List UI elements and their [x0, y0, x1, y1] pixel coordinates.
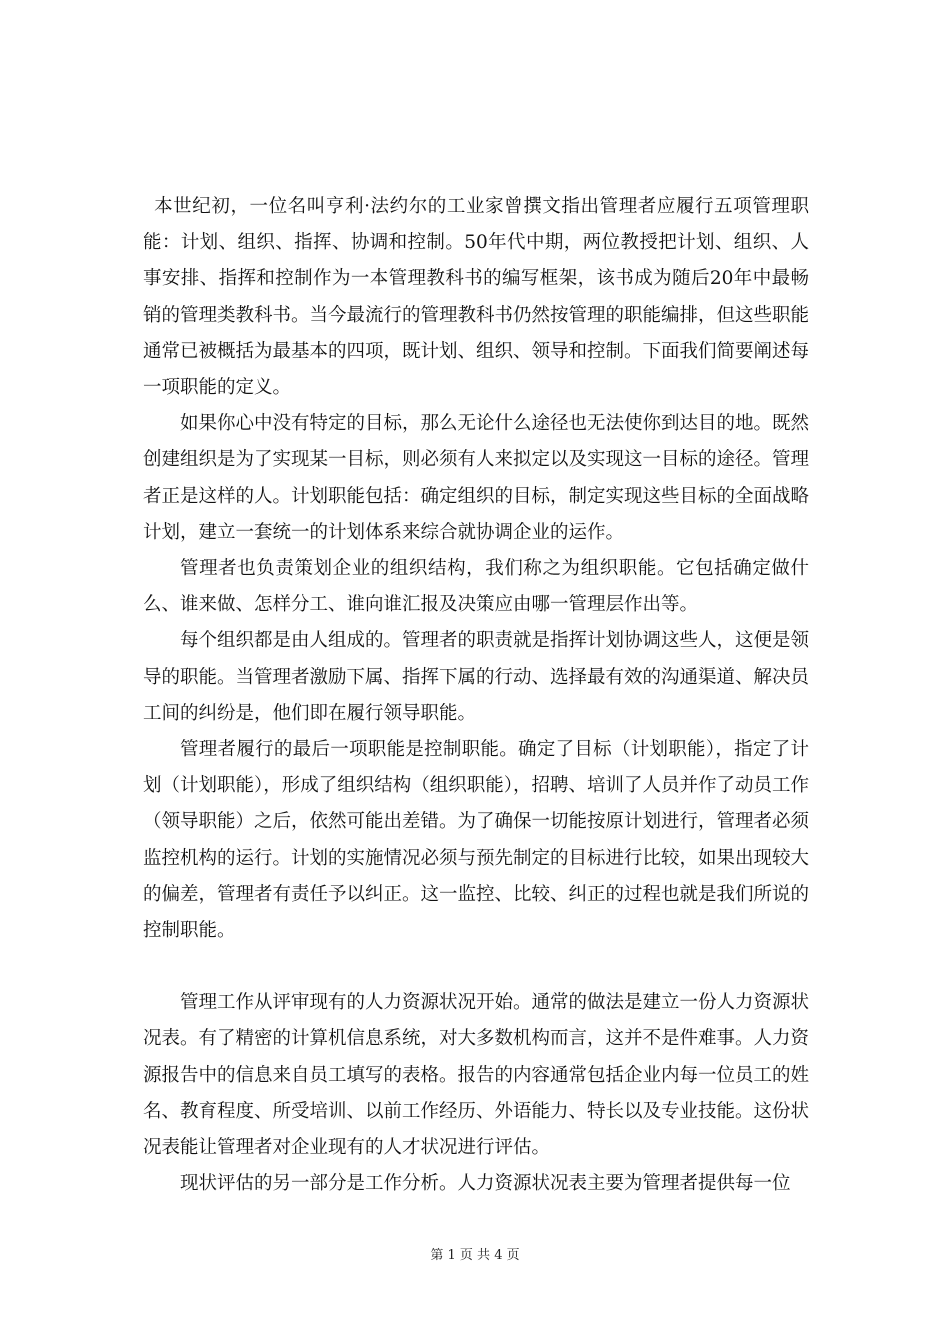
paragraph-job-analysis: 现状评估的另一部分是工作分析。人力资源状况表主要为管理者提供每一位: [180, 1173, 791, 1195]
paragraph-hr-assessment: 管理工作从评审现有的人力资源状况开始。通常的做法是建立一份人力资源状况表。有了精密的计算机信息系统，对大多数机构而言，这并不是件难事。人力资源报告中的信息来自员工填写的表格。报告的内容通常包括企业内每一位员工的姓名、教育程度、所受培训、以前工作经历、外语能力、特长以及专业技能。这份状况表能让管理者对企业现有的人才状况进行评估。: [143, 992, 810, 1159]
section-spacer: [143, 949, 809, 985]
paragraph-planning-function: 如果你心中没有特定的目标，那么无论什么途径也无法使你到达目的地。既然创建组织是为了实现某一目标，则必须有人来拟定以及实现这一目标的途径。管理者正是这样的人。计划职能包括：确定组织的目标，制定实现这些目标的全面战略计划，建立一套统一的计划体系来综合就协调企业的运作。: [143, 413, 810, 543]
paragraph-controlling-function: 管理者履行的最后一项职能是控制职能。确定了目标（计划职能），指定了计划（计划职能），形成了组织结构（组织职能），招聘、培训了人员并作了动员工作（领导职能）之后，依然可能出差错。为了确保一切能按原计划进行，管理者必须监控机构的运行。计划的实施情况必须与预先制定的目标进行比较，如果出现较大的偏差，管理者有责任予以纠正。这一监控、比较、纠正的过程也就是我们所说的控制职能。: [143, 739, 810, 942]
paragraph-leading-function: 每个组织都是由人组成的。管理者的职责就是指挥计划协调这些人，这便是领导的职能。当管理者激励下属、指挥下属的行动、选择最有效的沟通渠道、解决员工间的纠纷是，他们即在履行领导职能。: [143, 630, 810, 724]
paragraph-management-functions-intro: 本世纪初，一位名叫亨利·法约尔的工业家曾撰文指出管理者应履行五项管理职能：计划、组织、指挥、协调和控制。50年代中期，两位教授把计划、组织、人事安排、指挥和控制作为一本管理教科书的编写框架，该书成为随后20年中最畅销的管理类教科书。当今最流行的管理教科书仍然按管理的职能编排，但这些职能通常已被概括为最基本的四项，既计划、组织、领导和控制。下面我们简要阐述每一项职能的定义。: [143, 196, 810, 399]
page-number-footer: 第 1 页 共 4 页: [430, 1248, 520, 1263]
paragraph-organizing-function: 管理者也负责策划企业的组织结构，我们称之为组织职能。它包括确定做什么、谁来做、怎样分工、谁向谁汇报及决策应由哪一管理层作出等。: [143, 558, 809, 616]
document-body: [143, 189, 809, 1202]
